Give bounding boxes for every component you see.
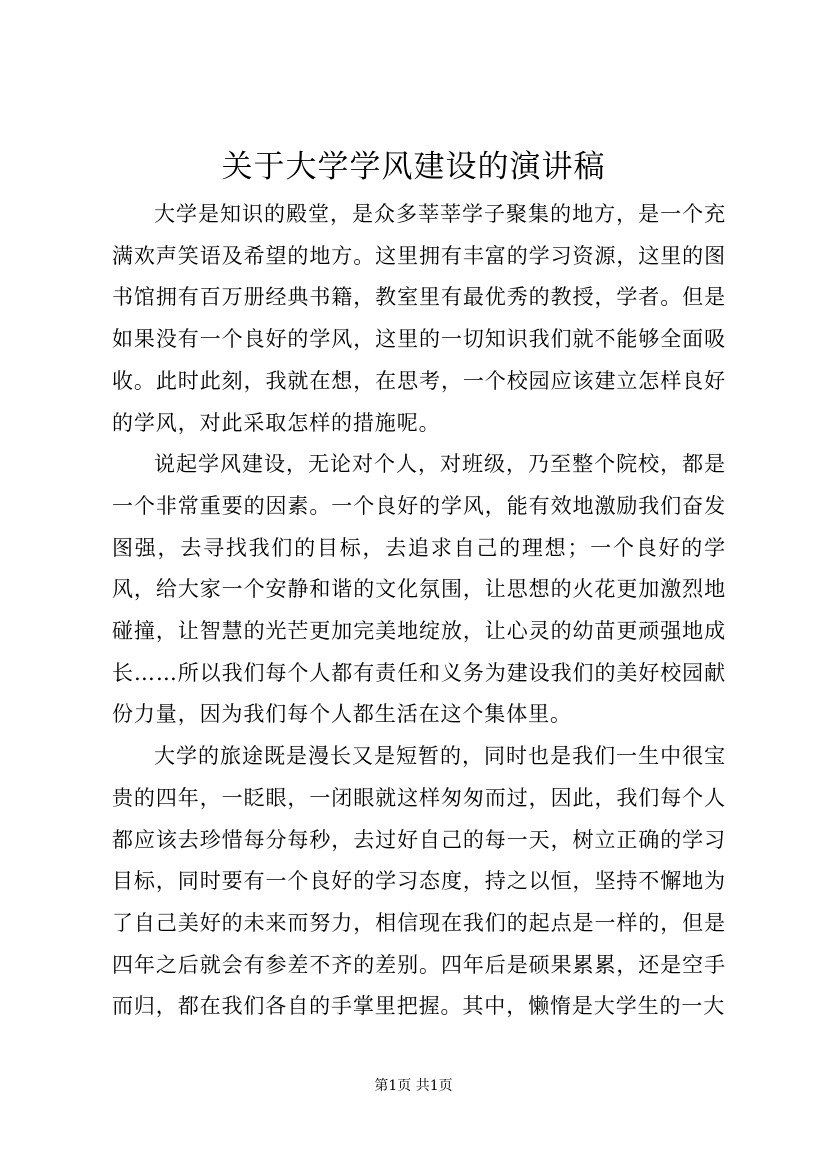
paragraph-3: 大学的旅途既是漫长又是短暂的，同时也是我们一生中很宝贵的四年，一眨眼，一闭眼就这样匆匆而过，因此，我们每个人都应该去珍惜每分每秒，去过好自己的每一天，树立正确的学习目标，同时要有一个良好的学习态度，持之以恒，坚持不懈地为了自己美好的未来而努力，相信现在我们的起点是一样的，但是四年之后就会有参差不齐的差别。四年后是硕果累累，还是空手而归，都在我们各自的手掌里把握。其中，懒惰是大学生的一大 xyxy=(112,744,726,1019)
paragraph-1: 大学是知识的殿堂，是众多莘莘学子聚集的地方，是一个充满欢声笑语及希望的地方。这里拥有丰富的学习资源，这里的图书馆拥有百万册经典书籍，教室里有最优秀的教授，学者。但是如果没有一个良好的学风，这里的一切知识我们就不能够全面吸收。此时此刻，我就在想，在思考，一个校园应该建立怎样良好的学风，对此采取怎样的措施呢。 xyxy=(112,202,726,435)
document-title: 关于大学学风建设的演讲稿 xyxy=(221,149,606,185)
paragraph-2: 说起学风建设，无论对个人，对班级，乃至整个院校，都是一个非常重要的因素。一个良好的学风，能有效地激励我们奋发图强，去寻找我们的目标，去追求自己的理想；一个良好的学风，给大家一个安静和谐的文化氛围，让思想的火花更加激烈地碰撞，让智慧的光芒更加完美地绽放，让心灵的幼苗更顽强地成长……所以我们每个人都有责任和义务为建设我们的美好校园献份力量，因为我们每个人都生活在这个集体里。 xyxy=(112,452,726,727)
page-footer: 第1页 共1页 xyxy=(374,1078,453,1094)
document-body xyxy=(112,194,726,1028)
